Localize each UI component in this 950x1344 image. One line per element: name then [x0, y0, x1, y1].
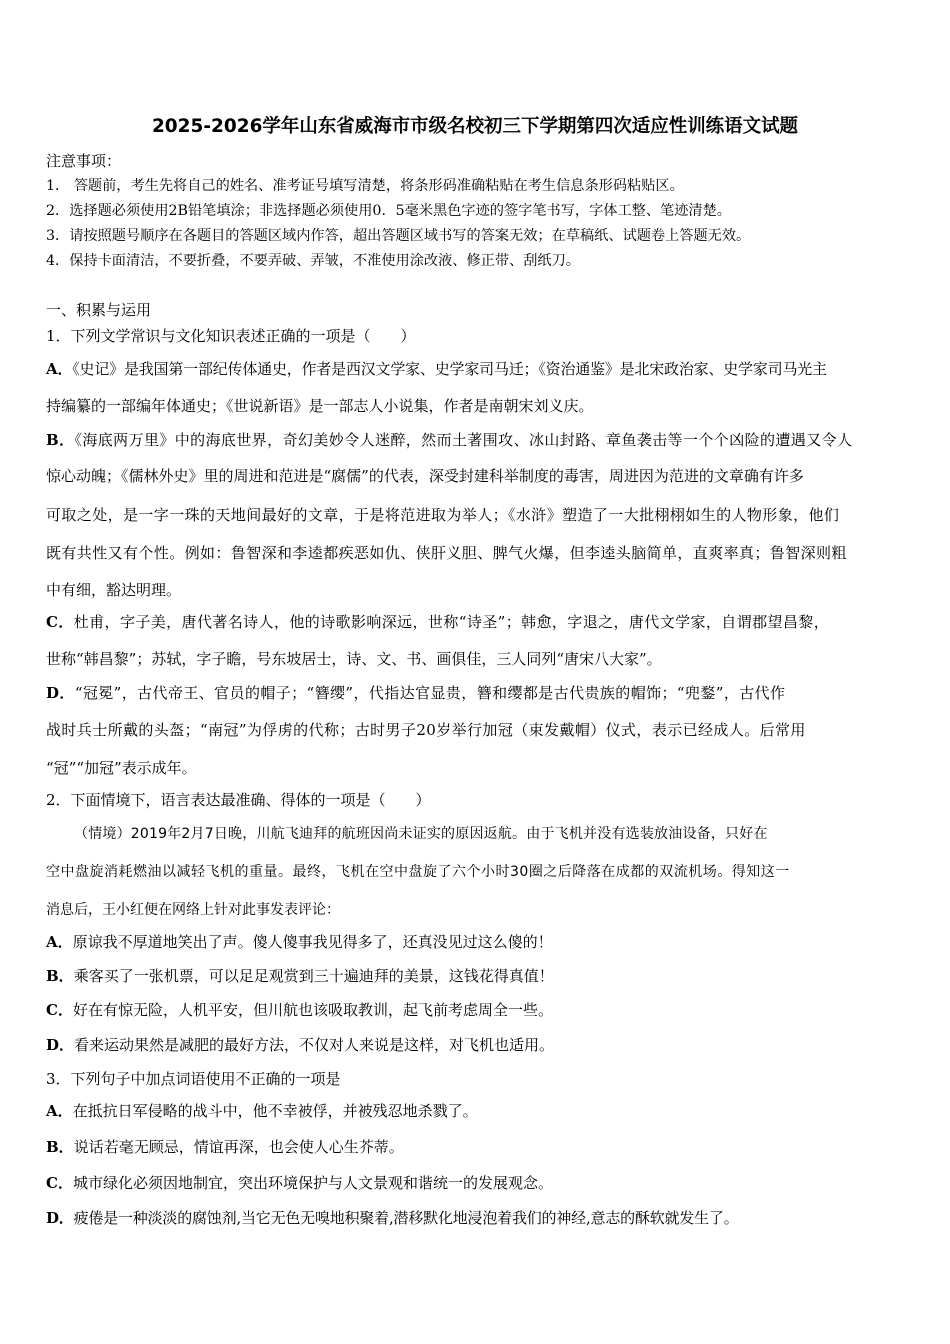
- q1-option-d-line-2: 战时兵士所戴的头盔；“南冠”为俘虏的代称；古时男子20岁举行加冠（束发戴帽）仪式，表示已经成人。后常用: [46, 721, 806, 739]
- q2-context-line-2: 空中盘旋消耗燃油以减轻飞机的重量。最终，飞机在空中盘旋了六个小时30圈之后降落在成都的双流机场。得知这一: [46, 864, 790, 880]
- q3-stem: 3．下列句子中加点词语使用不正确的一项是: [46, 1070, 341, 1088]
- option-label: D．: [46, 1036, 75, 1054]
- q1-option-c-line-2: 世称“韩昌黎”；苏轼，字子瞻，号东坡居士，诗、文、书、画俱佳，三人同列“唐宋八大家”。: [46, 650, 662, 668]
- section-heading: 一、积累与运用: [46, 301, 152, 319]
- option-text: 好在有惊无险，人机平安，但川航也该吸取教训，起飞前考虑周全一些。: [72, 1001, 553, 1019]
- q2-option-c: [46, 1000, 553, 1020]
- option-label: C．: [46, 613, 74, 631]
- notice-item-2: 2．选择题必须使用2B铅笔填涂；非选择题必须使用0．5毫米黑色字迹的签字笔书写，字体工整、笔迹清楚。: [46, 203, 731, 219]
- option-label: A．: [46, 933, 73, 951]
- q1-option-d-line-3: “冠”“加冠”表示成年。: [46, 759, 197, 777]
- q2-context-line-1: （情境）2019年2月7日晚，川航飞迪拜的航班因尚未证实的原因返航。由于飞机并没有选装放油设备，只好在: [74, 826, 768, 842]
- option-text: 杜甫，字子美，唐代著名诗人，他的诗歌影响深远，世称“诗圣”；韩愈，字退之，唐代文学家，自谓郡望昌黎，: [73, 613, 830, 631]
- option-label: D．: [46, 1209, 74, 1227]
- option-text: 疲倦是一种淡淡的腐蚀剂,当它无色无嗅地积聚着,潜移默化地浸泡着我们的神经,意志的酥软就发生了。: [73, 1209, 739, 1227]
- option-label: C．: [46, 1174, 73, 1192]
- option-text: 在抵抗日军侵略的战斗中，他不幸被俘，并被残忍地杀戮了。: [72, 1102, 478, 1120]
- q1-option-b-line-1: [46, 430, 852, 450]
- q2-stem: 2．下面情境下，语言表达最准确、得体的一项是（ ）: [46, 791, 431, 809]
- q3-option-d: [46, 1208, 739, 1228]
- notice-item-4: 4．保持卡面清洁，不要折叠，不要弄破、弄皱，不准使用涂改液、修正带、刮纸刀。: [46, 253, 580, 269]
- notice-heading: 注意事项：: [46, 152, 122, 170]
- q3-option-b: [46, 1137, 404, 1157]
- option-text: 说话若毫无顾忌，情谊再深，也会使人心生芥蒂。: [73, 1138, 404, 1156]
- q2-option-a: [46, 932, 553, 952]
- option-text: 城市绿化必须因地制宜，突出环境保护与人文景观和谐统一的发展观念。: [72, 1174, 553, 1192]
- notice-item-3: 3．请按照题号顺序在各题目的答题区域内作答，超出答题区域书写的答案无效；在草稿纸、试题卷上答题无效。: [46, 228, 751, 244]
- option-text: 乘客买了一张机票，可以足足观赏到三十遍迪拜的美景，这钱花得真值！: [73, 967, 554, 985]
- option-text: 《史记》是我国第一部纪传体通史，作者是西汉文学家、史学家司马迁；《资治通鉴》是北宋政治家、史学家司马光主: [72, 360, 827, 378]
- q1-option-b-line-2: 惊心动魄；《儒林外史》里的周进和范进是“腐儒”的代表，深受封建科举制度的毒害，周进因为范进的文章确有许多: [46, 467, 804, 485]
- q1-option-a-line-2: 持编纂的一部编年体通史；《世说新语》是一部志人小说集，作者是南朝宋刘义庆。: [46, 397, 594, 415]
- option-label: B．: [46, 967, 74, 985]
- option-text: “冠冕”，古代帝王、官员的帽子；“簪缨”，代指达官显贵，簪和缨都是古代贵族的帽饰；“兜鍪”，古代作: [74, 684, 786, 702]
- option-label: B．: [46, 1138, 74, 1156]
- option-label: C．: [46, 1001, 73, 1019]
- q1-option-c-line-1: [46, 612, 829, 632]
- q2-option-b: [46, 966, 554, 986]
- option-label: D．: [46, 684, 75, 702]
- option-label: A．: [46, 360, 73, 378]
- page-title: 2025-2026学年山东省威海市市级名校初三下学期第四次适应性训练语文试题: [151, 116, 799, 137]
- q3-option-c: [46, 1173, 553, 1193]
- option-text: 看来运动果然是减肥的最好方法，不仅对人来说是这样，对飞机也适用。: [74, 1036, 555, 1054]
- q1-option-b-line-3: 可取之处，是一字一珠的天地间最好的文章，于是将范进取为举人；《水浒》塑造了一大批栩栩如生的人物形象，他们: [46, 506, 840, 524]
- q2-option-d: [46, 1035, 554, 1055]
- q1-option-a-line-1: [46, 359, 827, 379]
- notice-item-1: 1． 答题前，考生先将自己的姓名、准考证号填写清楚，将条形码准确粘贴在考生信息条形码粘贴区。: [46, 178, 684, 194]
- option-label: A．: [46, 1102, 73, 1120]
- q1-option-d-line-1: [46, 683, 785, 703]
- q2-context-line-3: 消息后，王小红便在网络上针对此事发表评论：: [46, 902, 340, 918]
- option-text: 原谅我不厚道地笑出了声。傻人傻事我见得多了，还真没见过这么傻的！: [72, 933, 553, 951]
- q1-stem: 1．下列文学常识与文化知识表述正确的一项是（ ）: [46, 327, 416, 345]
- option-label: B．: [46, 431, 75, 449]
- q3-option-a: [46, 1101, 478, 1121]
- q1-option-b-line-4: 既有共性又有个性。例如：鲁智深和李逵都疾恶如仇、侠肝义胆、脾气火爆，但李逵头脑简单，直爽率真；鲁智深则粗: [46, 544, 847, 562]
- q1-option-b-line-5: 中有细，豁达明理。: [46, 581, 182, 599]
- option-text: 《海底两万里》中的海底世界，奇幻美妙令人迷醉，然而土著围攻、冰山封路、章鱼袭击等一个个凶险的遭遇又令人: [74, 431, 853, 449]
